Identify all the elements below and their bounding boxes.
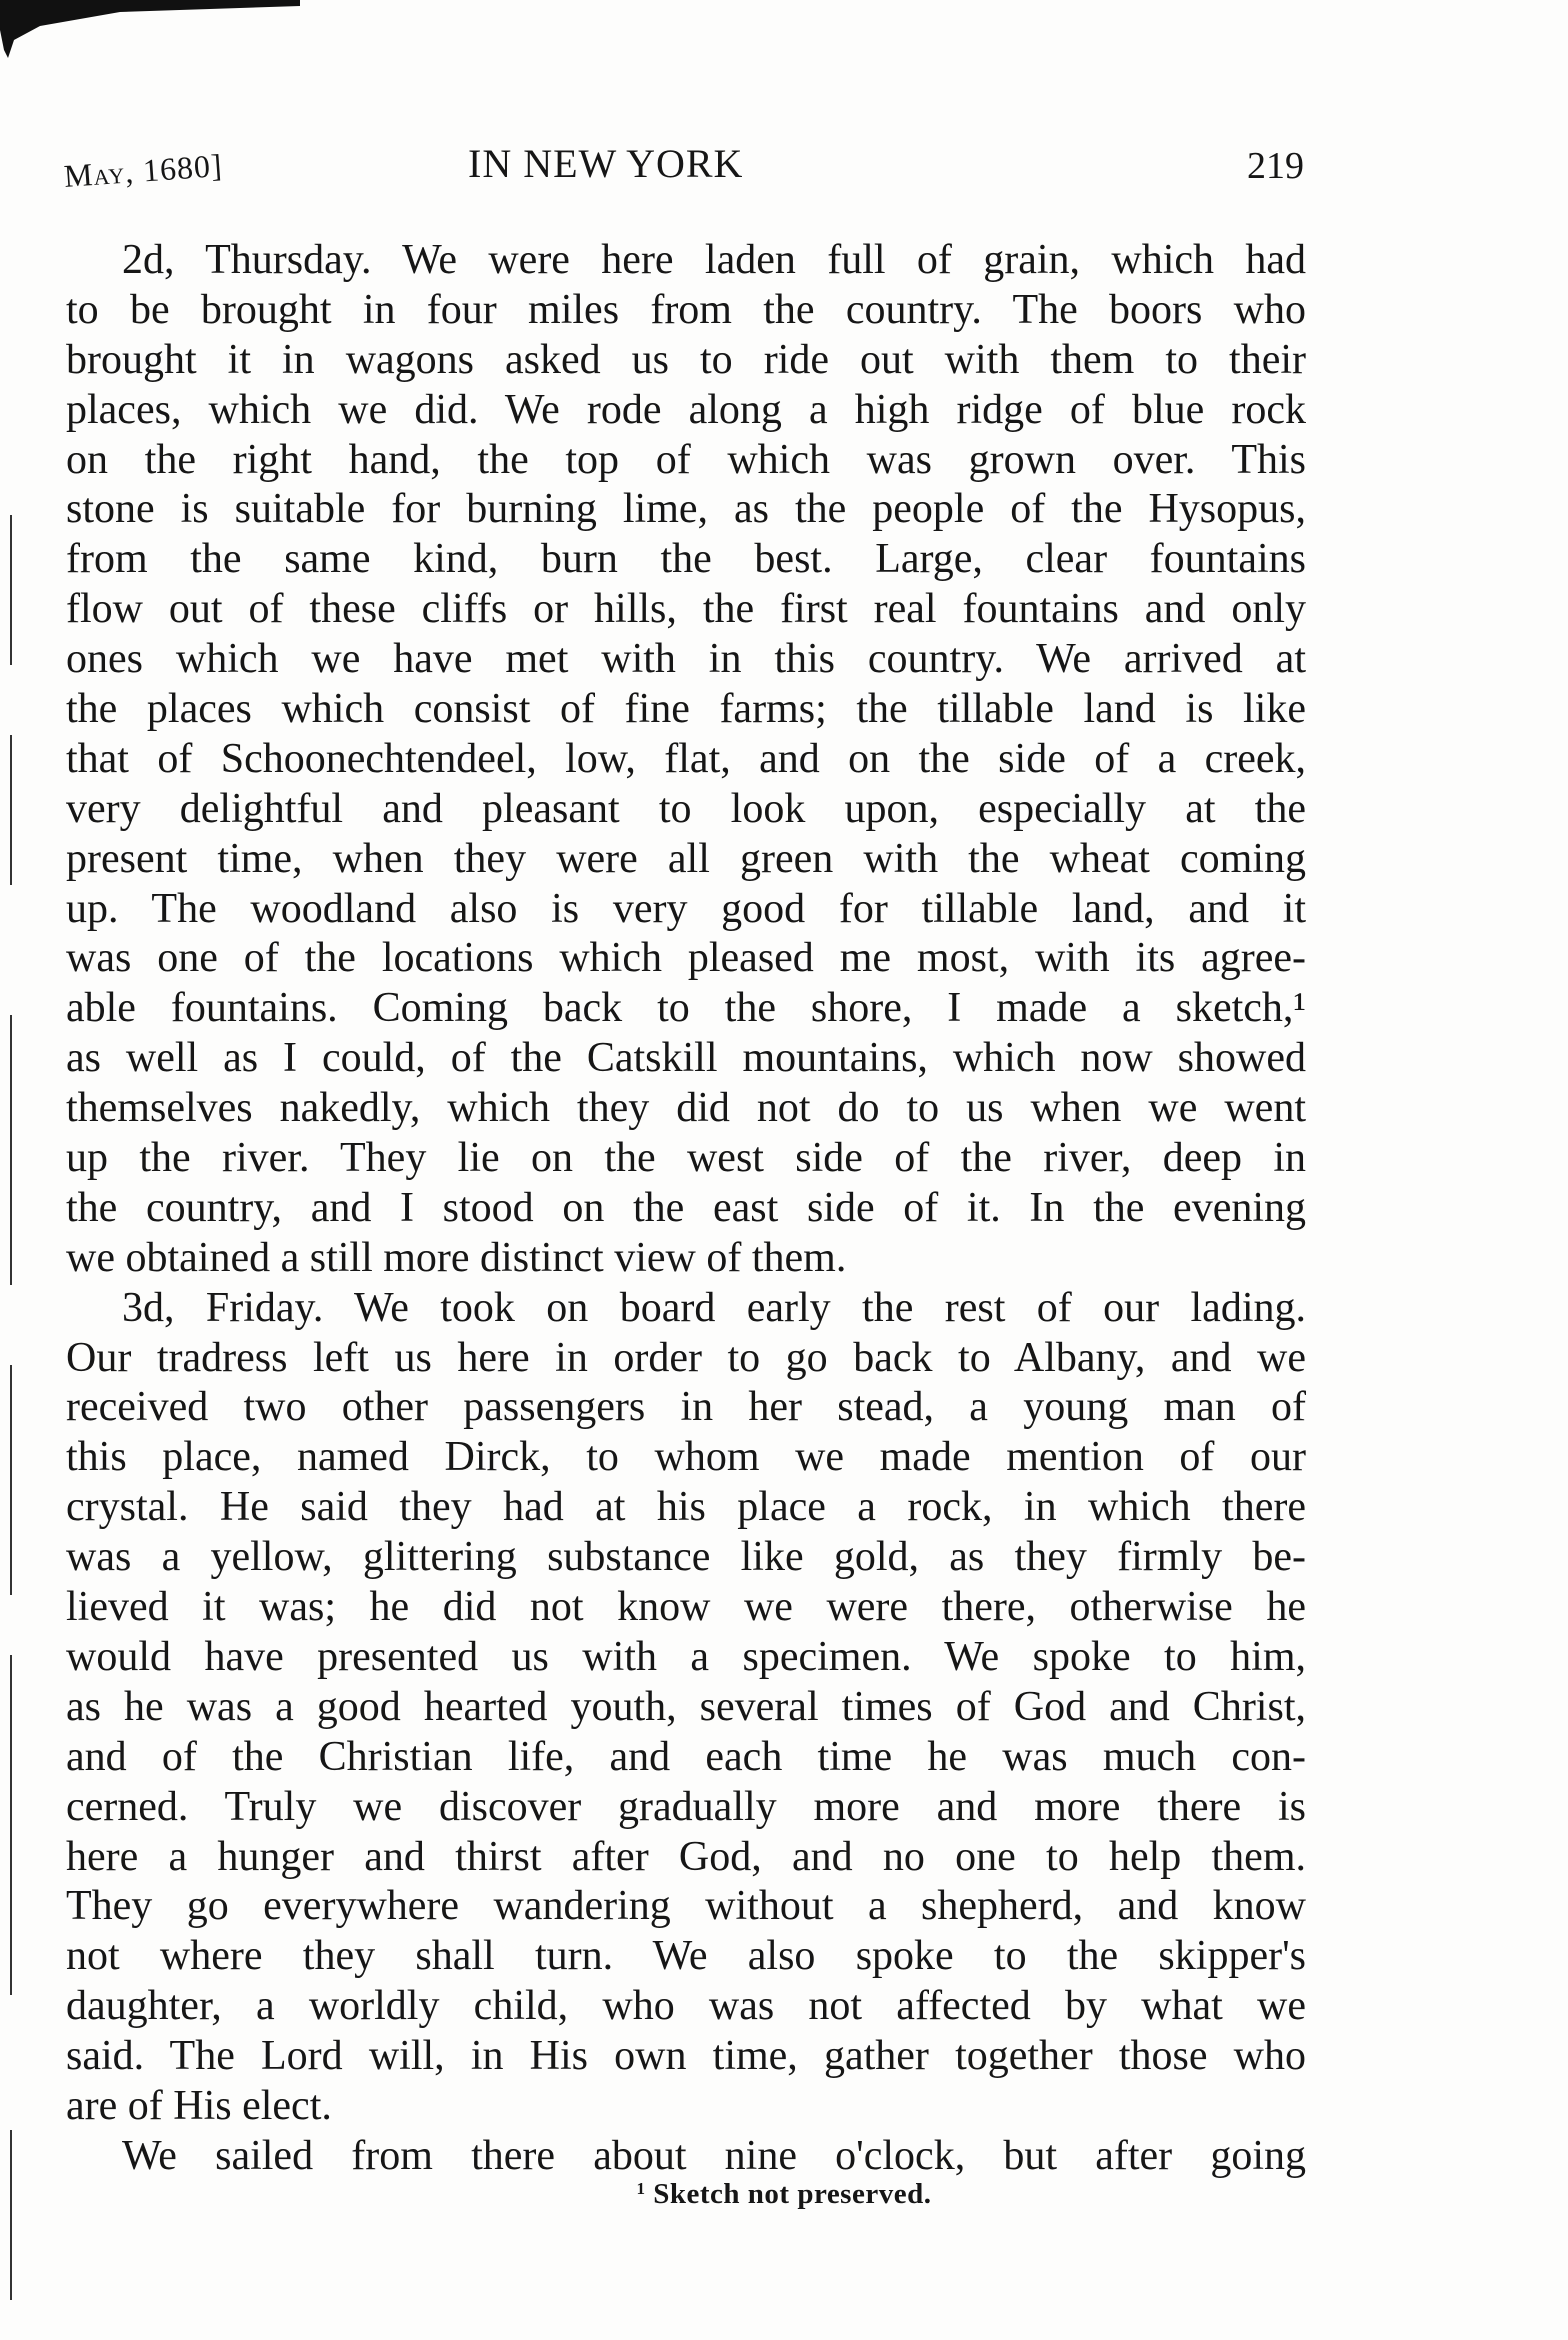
text-line: Our tradress left us here in order to go back to Albany, and we <box>66 1334 1306 1381</box>
text-line: to be brought in four miles from the country. The boors who <box>66 286 1306 333</box>
text-line: not where they shall turn. We also spoke to the skipper's <box>66 1933 1306 1980</box>
text-line: are of His elect. <box>66 2082 332 2129</box>
text-line: crystal. He said they had at his place a rock, in which there <box>66 1484 1306 1531</box>
print-corner-mark <box>0 0 300 80</box>
text-line: received two other passengers in her stead, a young man of <box>66 1384 1306 1431</box>
page-header <box>64 140 1304 210</box>
text-line: places, which we did. We rode along a high ridge of blue rock <box>66 386 1306 433</box>
text-line: that of Schoonechtendeel, low, flat, and on the side of a creek, <box>66 735 1306 782</box>
text-line: themselves nakedly, which they did not do to us when we went <box>66 1085 1306 1132</box>
text-line: we obtained a still more distinct view of them. <box>66 1234 847 1281</box>
text-line: up the river. They lie on the west side of the river, deep in <box>66 1135 1306 1182</box>
text-line: present time, when they were all green with the wheat coming <box>66 835 1306 882</box>
text-line: They go everywhere wandering without a shepherd, and know <box>66 1883 1306 1930</box>
text-line: was a yellow, glittering substance like gold, as they firmly be- <box>66 1534 1306 1581</box>
footnote-marker: 1 <box>636 2179 646 2198</box>
text-line: brought it in wagons asked us to ride out with them to their <box>66 336 1306 383</box>
text-line: the places which consist of fine farms; the tillable land is like <box>66 686 1306 733</box>
footnote <box>0 2178 1568 2211</box>
text-line: here a hunger and thirst after God, and no one to help them. <box>66 1833 1306 1880</box>
footnote-text: Sketch not preserved. <box>653 2178 932 2210</box>
running-head-date: May, 1680] <box>62 146 224 194</box>
text-line: daughter, a worldly child, who was not affected by what we <box>66 1983 1306 2030</box>
margin-scan-lines <box>0 0 40 2340</box>
text-line: 2d, Thursday. We were here laden full of grain, which had <box>122 237 1306 283</box>
body-text <box>66 236 1306 2182</box>
text-line: this place, named Dirck, to whom we made mention of our <box>66 1434 1306 1481</box>
text-line: said. The Lord will, in His own time, gather together those who <box>66 2033 1306 2080</box>
text-line: as well as I could, of the Catskill mountains, which now showed <box>66 1035 1306 1082</box>
text-line: We sailed from there about nine o'clock, but after going <box>122 2132 1306 2179</box>
text-line: stone is suitable for burning lime, as the people of the Hysopus, <box>66 486 1306 533</box>
running-head-title: IN NEW YORK <box>468 141 744 186</box>
text-line: lieved it was; he did not know we were there, otherwise he <box>66 1584 1306 1631</box>
text-line: 3d, Friday. We took on board early the rest of our lading. <box>122 1284 1306 1331</box>
text-line: on the right hand, the top of which was grown over. This <box>66 436 1306 483</box>
text-line: ones which we have met with in this country. We arrived at <box>66 636 1306 683</box>
text-line: up. The woodland also is very good for tillable land, and it <box>66 885 1306 932</box>
text-line: the country, and I stood on the east side of it. In the evening <box>66 1184 1306 1231</box>
page-number: 219 <box>1247 145 1304 187</box>
text-line: and of the Christian life, and each time he was much con- <box>66 1733 1306 1780</box>
text-line: from the same kind, burn the best. Large, clear fountains <box>66 536 1306 583</box>
text-line: would have presented us with a specimen. We spoke to him, <box>66 1633 1306 1680</box>
text-line: flow out of these cliffs or hills, the first real fountains and only <box>66 586 1306 633</box>
text-line: able fountains. Coming back to the shore, I made a sketch,¹ <box>66 985 1306 1032</box>
text-line: was one of the locations which pleased me most, with its agree- <box>66 935 1306 982</box>
text-line: very delightful and pleasant to look upon, especially at the <box>66 785 1306 832</box>
text-line: cerned. Truly we discover gradually more and more there is <box>66 1783 1306 1830</box>
text-line: as he was a good hearted youth, several times of God and Christ, <box>66 1683 1306 1730</box>
